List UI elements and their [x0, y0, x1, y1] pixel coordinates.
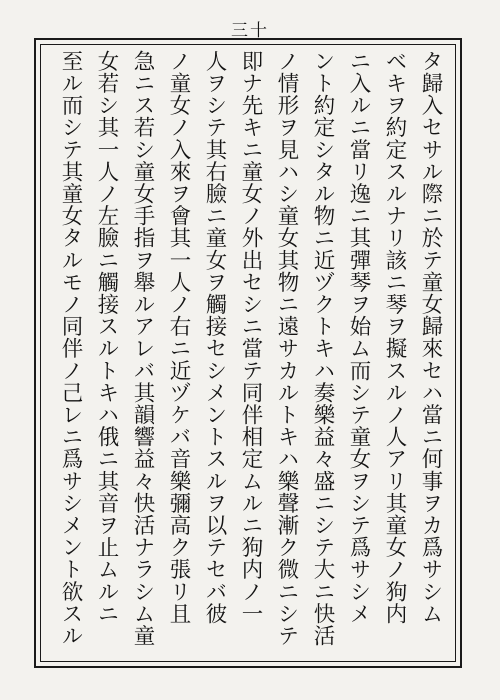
text-line-3: ニ入ルニ當リ逸ニ其彈琴ヲ始ム而シテ童女ヲシテ爲サシメ [346, 50, 371, 625]
text-line-10: 女若シ其一人ノ左臉ニ觸接スルトキハ俄ニ其音ヲ止ムルニ [94, 50, 119, 625]
text-line-7: 人ヲシテ其右臉ニ童女ヲ觸接セシメントスルヲ以テセバ彼 [202, 50, 227, 625]
text-line-8: ノ童女ノ入來ヲ會其一人ノ右ニ近ヅケバ音樂彌高ク張リ且 [166, 50, 191, 625]
text-line-2: ベキヲ約定スルナリ該ニ琴ヲ擬スルノ人アリ其童女ノ狗内 [382, 50, 407, 625]
text-line-5: ノ情形ヲ見ハシ童女其物ニ遠サカルトキハ樂聲漸ク微ニシテ [274, 50, 299, 647]
body-text [52, 50, 448, 656]
page-number: 三十 [231, 21, 269, 41]
text-line-1: タ歸入セサル際ニ於テ童女歸來セハ當ニ何事ヲカ爲サシム [418, 50, 443, 625]
text-line-11: 至ル而シテ其童女タルモノ同伴ノ己レニ爲サシメント欲スル [58, 50, 83, 647]
text-line-9: 急ニス若シ童女手指ヲ舉ルアレバ其韻響益々快活ナラシム童 [130, 50, 155, 647]
text-line-4: ント約定シタル物ニ近ヅクトキハ奏樂益々盛ニシテ大ニ快活 [310, 50, 335, 647]
text-line-6: 即ナ先キニ童女ノ外出セシニ當テ同伴相定ムルニ狗内ノ一 [238, 50, 263, 625]
